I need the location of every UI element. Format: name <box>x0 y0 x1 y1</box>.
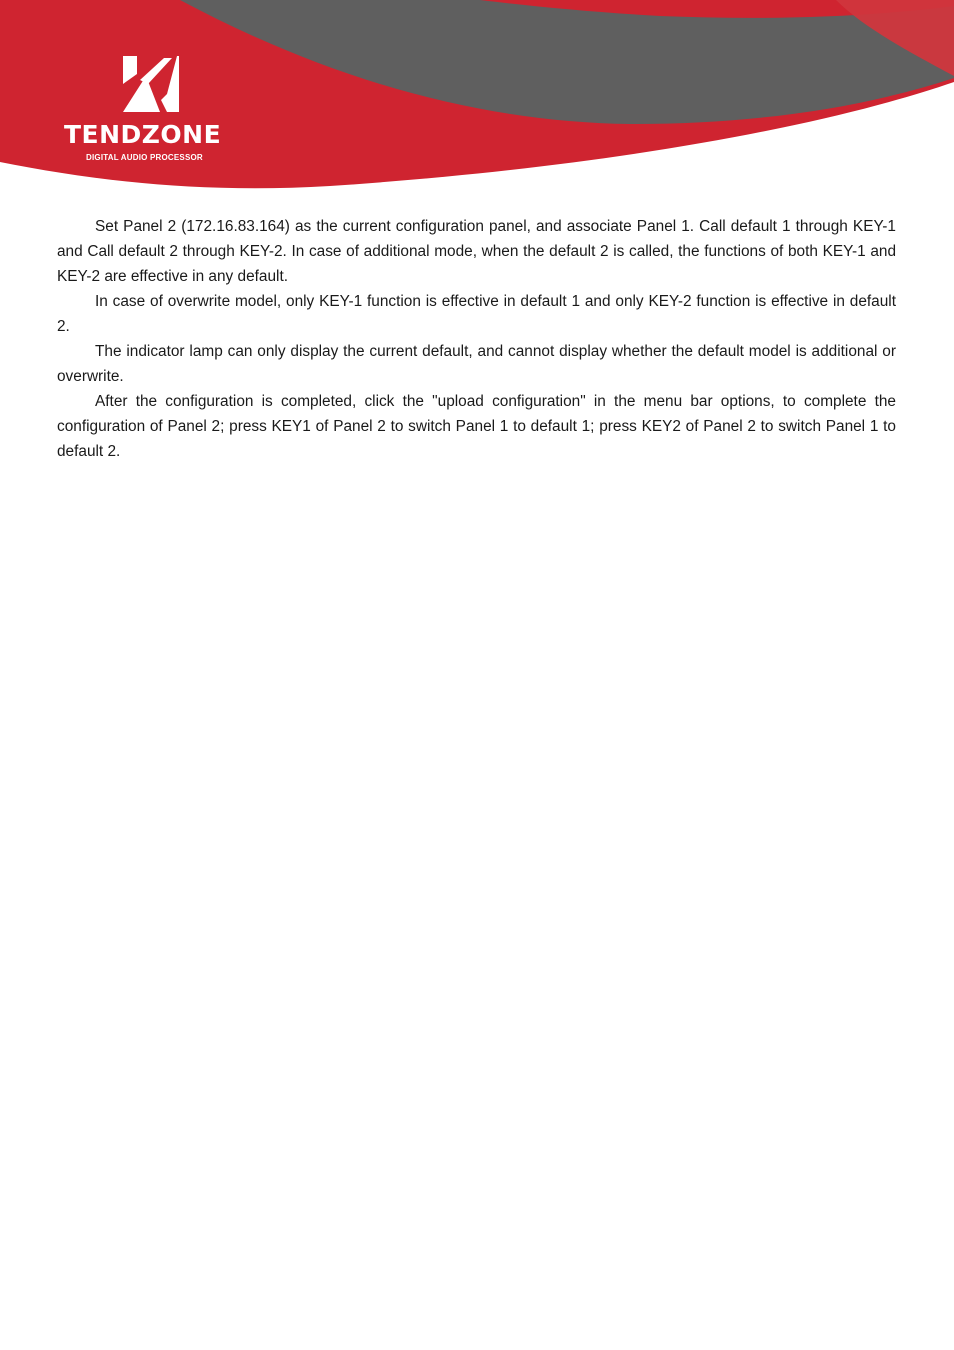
brand-tagline: DIGITAL AUDIO PROCESSOR <box>86 153 203 162</box>
paragraph: Set Panel 2 (172.16.83.164) as the current configuration panel, and associate Panel 1. Call default 1 through KEY-1 and Call default 2 through KEY-2. In case of additional mode, when the default 2 is called, the functions of both KEY-1 and KEY-2 are effective in any default. <box>57 218 896 285</box>
paragraph: After the configuration is completed, click the "upload configuration" in the menu bar options, to complete the configuration of Panel 2; press KEY1 of Panel 2 to switch Panel 1 to default 1; press KEY2 of Panel 2 to switch Panel 1 to default 2. <box>57 393 896 460</box>
paragraph: The indicator lamp can only display the current default, and cannot display whether the default model is additional or overwrite. <box>57 343 896 385</box>
brand-name: TENDZONE <box>64 120 222 149</box>
paragraph: In case of overwrite model, only KEY-1 function is effective in default 1 and only KEY-2 function is effective in default 2. <box>57 293 896 335</box>
tendzone-logo-icon <box>120 54 182 114</box>
document-body <box>57 214 896 464</box>
